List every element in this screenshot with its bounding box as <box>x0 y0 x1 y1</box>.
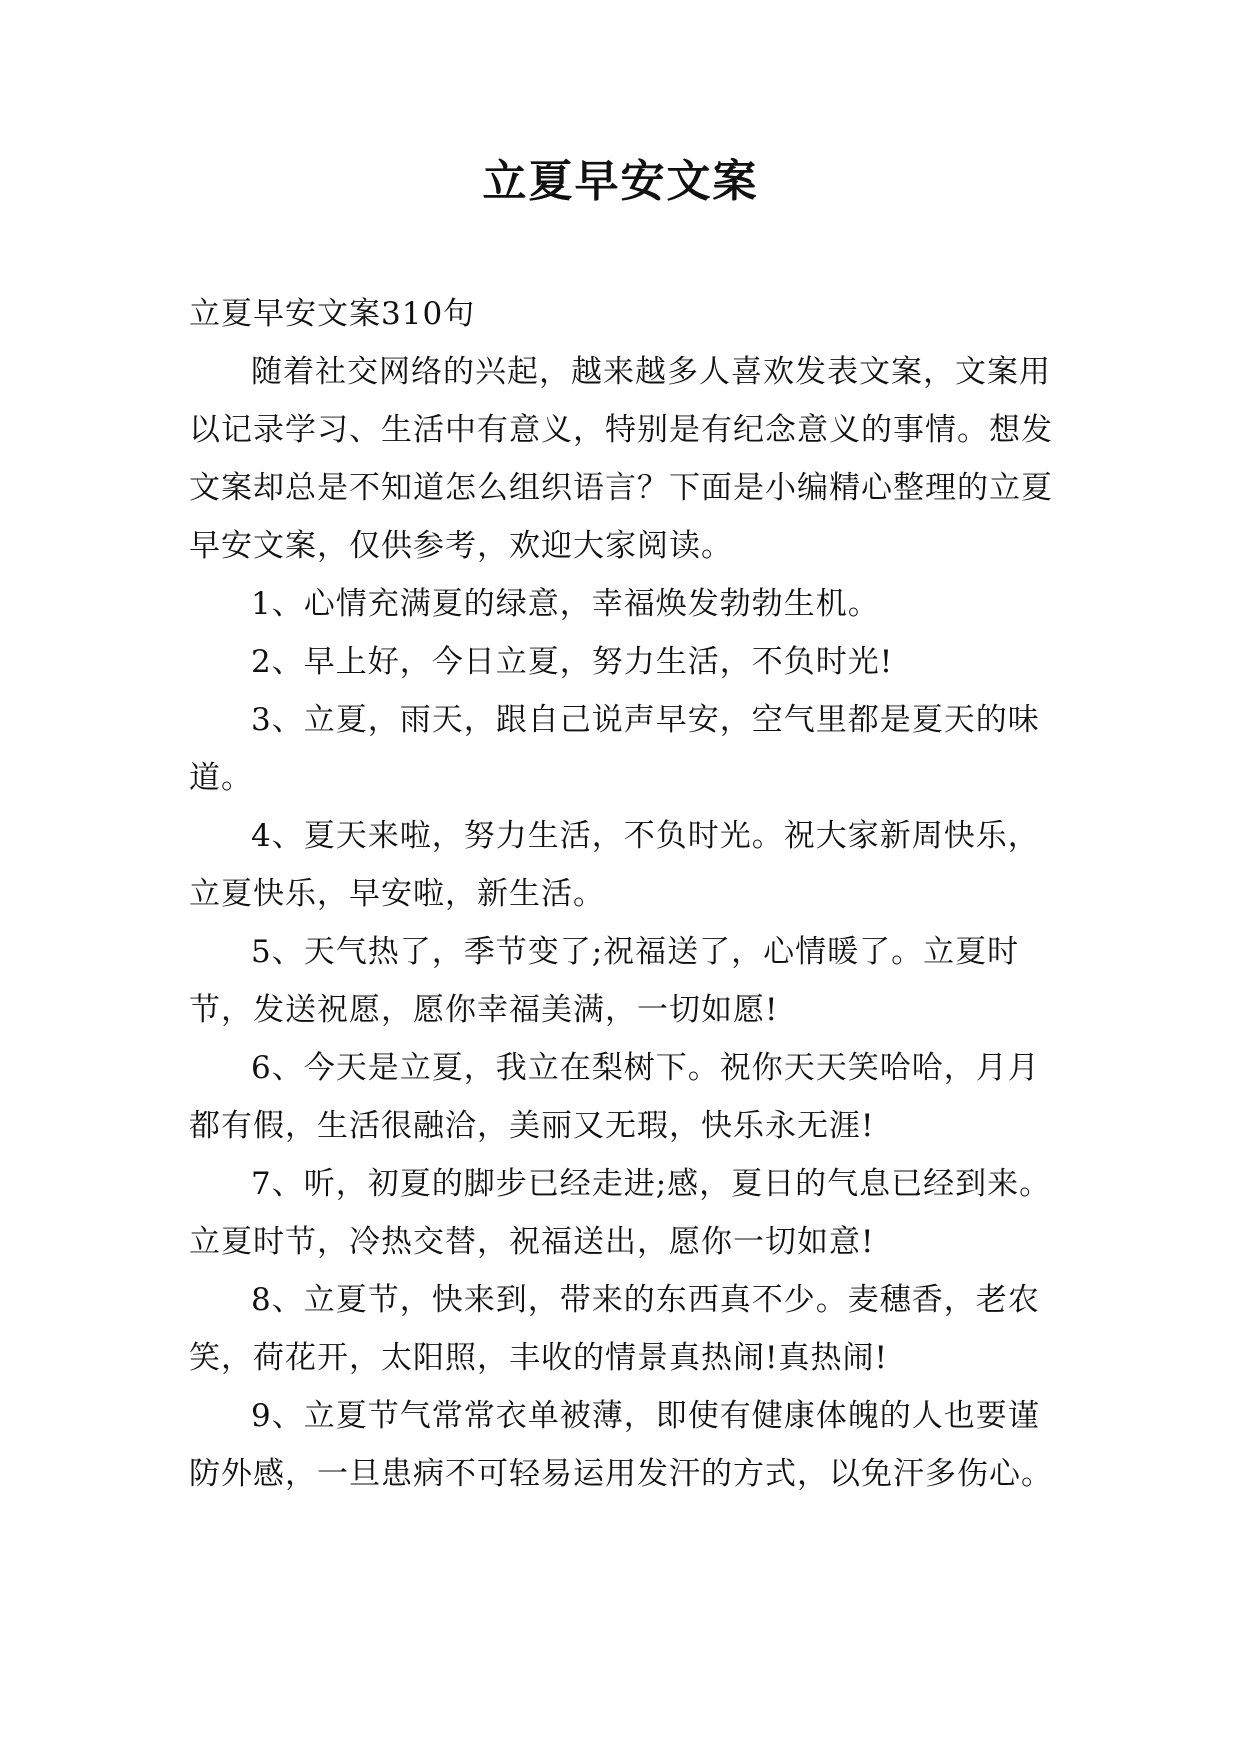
list-item: 6、今天是立夏，我立在梨树下。祝你天天笑哈哈，月月都有假，生活很融洽，美丽又无瑕，快乐永无涯! <box>189 1050 1040 1144</box>
intro-paragraph: 随着社交网络的兴起，越来越多人喜欢发表文案，文案用以记录学习、生活中有意义，特别是有纪念意义的事情。想发文案却总是不知道怎么组织语言？下面是小编精心整理的立夏早安文案，仅供参考，欢迎大家阅读。 <box>189 354 1053 564</box>
list-item: 3、立夏，雨天，跟自己说声早安，空气里都是夏天的味道。 <box>189 702 1040 796</box>
document-title: 立夏早安文案 <box>482 156 759 207</box>
document-subtitle: 立夏早安文案310句 <box>189 296 476 332</box>
list-item: 5、天气热了，季节变了;祝福送了，心情暖了。立夏时节，发送祝愿，愿你幸福美满，一切如愿! <box>189 934 1020 1028</box>
list-item: 2、早上好，今日立夏，努力生活，不负时光! <box>251 644 894 680</box>
document-body <box>189 285 1069 1503</box>
list-item: 7、听，初夏的脚步已经走进;感，夏日的气息已经到来。立夏时节，冷热交替，祝福送出，愿你一切如意! <box>189 1166 1052 1260</box>
list-item: 9、立夏节气常常衣单被薄，即使有健康体魄的人也要谨防外感，一旦患病不可轻易运用发汗的方式，以免汗多伤心。 <box>189 1398 1053 1492</box>
list-item: 8、立夏节，快来到，带来的东西真不少。麦穗香，老农笑，荷花开，太阳照，丰收的情景真热闹!真热闹! <box>189 1282 1040 1376</box>
list-item: 4、夏天来啦，努力生活，不负时光。祝大家新周快乐，立夏快乐，早安啦，新生活。 <box>189 818 1040 912</box>
list-item: 1、心情充满夏的绿意，幸福焕发勃勃生机。 <box>251 586 880 622</box>
